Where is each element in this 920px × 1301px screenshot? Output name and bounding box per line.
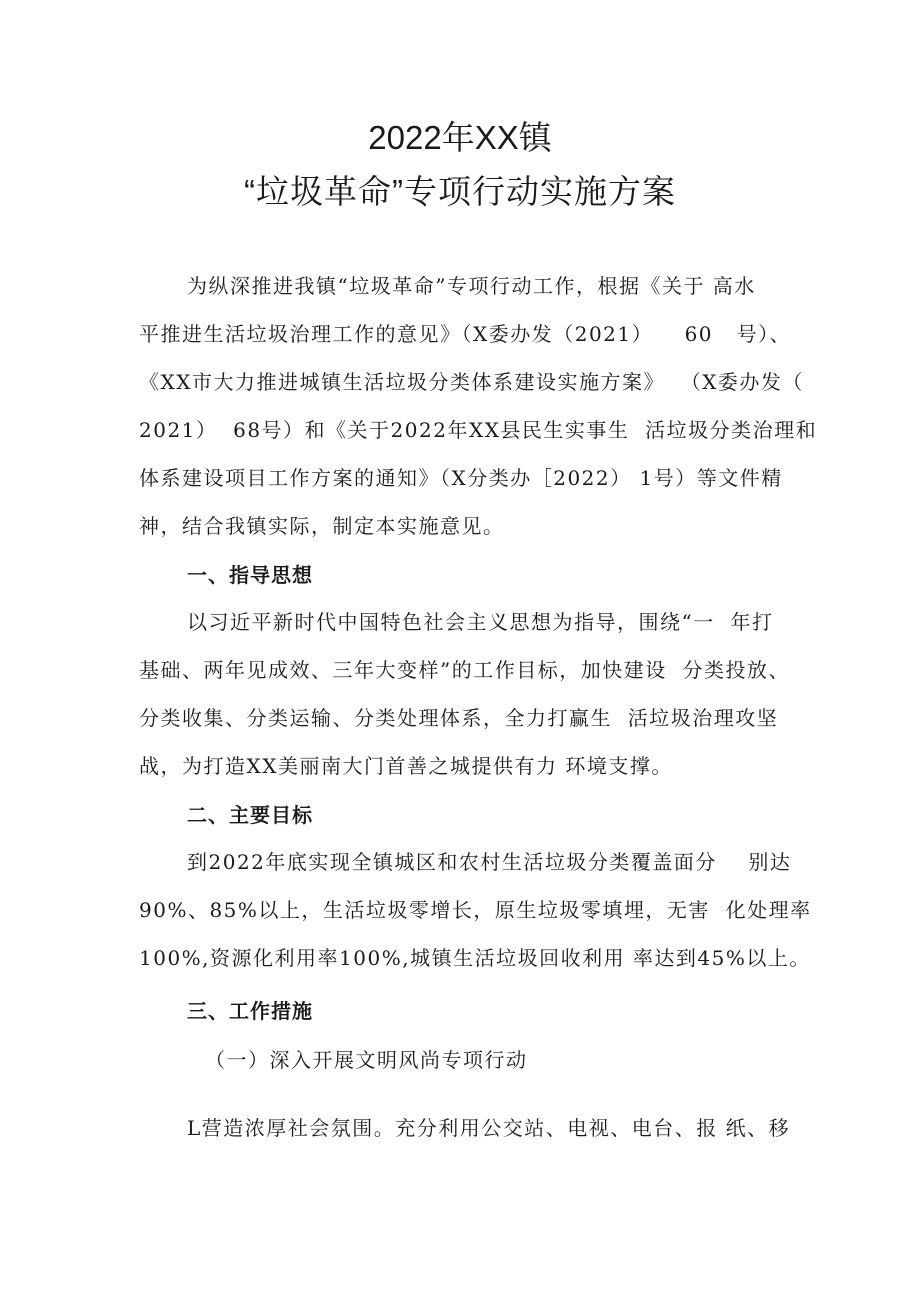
intro-line: 《XX市大力推进城镇生活垃圾分类体系建设实施方案》 （X委办发（ (139, 370, 804, 394)
intro-line: 为纵深推进我镇“垃圾革命”专项行动工作，根据《关于 高水 (187, 274, 756, 298)
intro-line: 体系建设项目工作方案的通知》（X分类办［2022） 1号）等文件精 (139, 466, 783, 490)
section2-line: 100%,资源化利用率100%,城镇生活垃圾回收利用 率达到45%以上。 (139, 946, 811, 970)
subsection1-line: L营造浓厚社会氛围。充分利用公交站、电视、电台、报 纸、移 (187, 1116, 791, 1140)
section2-line: 90%、85%以上，生活垃圾零增长，原生垃圾零填埋，无害 化处理率 (139, 898, 812, 922)
section-heading-guiding-ideology: 一、指导思想 (187, 563, 313, 587)
document-title-line1: 2022年XX镇 (368, 119, 552, 156)
section2-line: 到2022年底实现全镇城区和农村生活垃圾分类覆盖面分 别达 (187, 850, 792, 874)
subsection-heading: （一）深入开展文明风尚专项行动 (205, 1048, 528, 1072)
section-heading-main-goals: 二、主要目标 (187, 803, 313, 827)
section1-line: 以习近平新时代中国特色社会主义思想为指导，围绕“一 年打 (187, 610, 774, 634)
intro-line: 神，结合我镇实际，制定本实施意见。 (139, 514, 505, 538)
intro-line: 平推进生活垃圾治理工作的意见》（X委办发（2021） 60 号）、 (139, 322, 792, 346)
document-title-line2: “垃圾革命”专项行动实施方案 (244, 173, 676, 210)
section1-line: 战，为打造XX美丽南大门首善之城提供有力 环境支撑。 (139, 754, 673, 778)
intro-line: 2021） 68号）和《关于2022年XX县民生实事生 活垃圾分类治理和 (139, 418, 818, 442)
section1-line: 分类收集、分类运输、分类处理体系，全力打赢生 活垃圾治理攻坚 (139, 706, 779, 730)
section1-line: 基础、两年见成效、三年大变样”的工作目标，加快建设 分类投放、 (139, 658, 790, 682)
section-heading-work-measures: 三、工作措施 (187, 999, 313, 1023)
